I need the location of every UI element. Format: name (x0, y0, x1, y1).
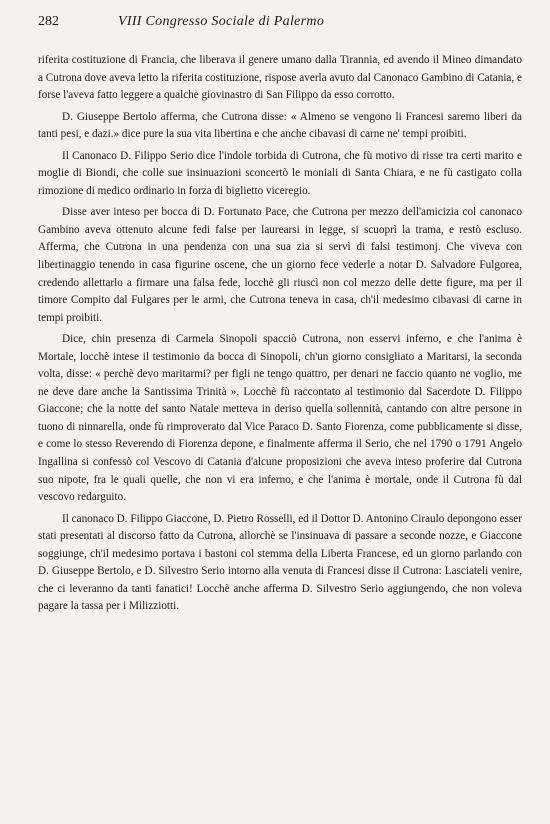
paragraph-4: Disse aver inteso per bocca di D. Fortunato Pace, che Cutrona per mezzo dell'amicizia col canonaco Gambino aveva ottenuto alcune fedi false per laurearsi in legge, si scuoprì la trama, e restò escluso. Afferma, che Cutrona in una pendenza con una sua zia si servì di falsi testimonj. Che viveva con libertinaggio tenendo in casa figurine oscene, che un giorno fece vederle a notar D. Salvadore Fulgorea, credendo allettarlo a firmare una falsa fede, locchè gli riuscì non col mezzo delle dette figure, ma per il timore Compito dal Fulgares per le armi, che Cutrona teneva in casa, ch'il medesimo cibavasi di carne in tempi proibiti. (38, 206, 522, 324)
paragraph-3: Il Canonaco D. Filippo Serio dice l'indole torbida di Cutrona, che fù motivo di risse tra certi marito e moglie di Biondi, che colle sue insinuazioni sconcertò le moniali di Santa Chiara, e ne fù castigato colla rimozione di medico ordinario in forza di biglietto viceregio. (38, 149, 522, 197)
paragraph-2: D. Giuseppe Bertolo afferma, che Cutrona disse: « Almeno se vengono li Francesi saremo liberi da tanti pesi, e dazi.» dice pure la sua vita libertina e che anche cibavasi di carne ne' tempi proibiti. (38, 110, 522, 141)
page-number: 282 (38, 14, 59, 29)
paragraph-5: Dice, chin presenza di Carmela Sinopoli spacciò Cutrona, non esservi inferno, e che l'anima è Mortale, locchè intese il testimonio da bocca di Sinopoli, ch'un giorno consigliato a Maritarsi, la seconda volta, disse: « perchè devo maritarmi? per figli ne tengo quattro, per denari ne faccio quanto ne voglio, me ne deve dare anche la Santissima Trinità ». Locchè fù raccontato al testimonio dal Sacerdote D. Filippo Giaccone; che la notte del santo Natale metteva in deriso quella sollennità, cantando con altre persone in tuono di ninnarella, onde fù rimproverato dal Vice Paraco D. Santo Fiorenza, come pubblicamente si disse, e come lo stesso Reverendo di Fiorenza depone, e finalmente afferma il Serio, che nel 1790 o 1791 Angelo Ingallina si confessò col Vescovo di Catania d'alcune proposizioni che aveva inteso proferire dal Cutrona suo nipote, fra le quali quelle, che non vi era inferno, e che l'anima è mortale, onde il Cutrona fù dal vescovo redarguito. (38, 333, 522, 504)
paragraph-6: Il canonaco D. Filippo Giaccone, D. Pietro Rosselli, ed il Dottor D. Antonino Ciraulo depongono esser stati presentati al discorso fatto da Cutrona, allorchè se l'insinuava di passare a seconde nozze, e Giaccone soggiunge, ch'il medesimo portava i bastoni col stemma della Liberta Francese, ed un giorno parlando con D. Giuseppe Bertolo, e D. Silvestro Serio intorno alla venuta di Francesi disse il Cutrona: Lasciateli venire, che ci leveranno da tanti fanatici! Locchè anche afferma D. Silvestro Serio aggiungendo, che non voleva pagare la tassa per i Milizziotti. (38, 512, 522, 613)
running-title: VIII Congresso Sociale di Palermo (118, 14, 325, 29)
page-header (38, 14, 514, 34)
body-text (38, 52, 522, 620)
paragraph-1: riferita costituzione di Francia, che liberava il genere umano dalla Tirannia, ed avendo il Mineo dimandato a Cutrona dove aveva letto la riferita costituzione, rispose averla avuto dal Canonaco Gambino di Catania, e forse l'aveva fatto leggere a qualche giovinastro di San Filippo da esso corrotto. (38, 54, 522, 102)
